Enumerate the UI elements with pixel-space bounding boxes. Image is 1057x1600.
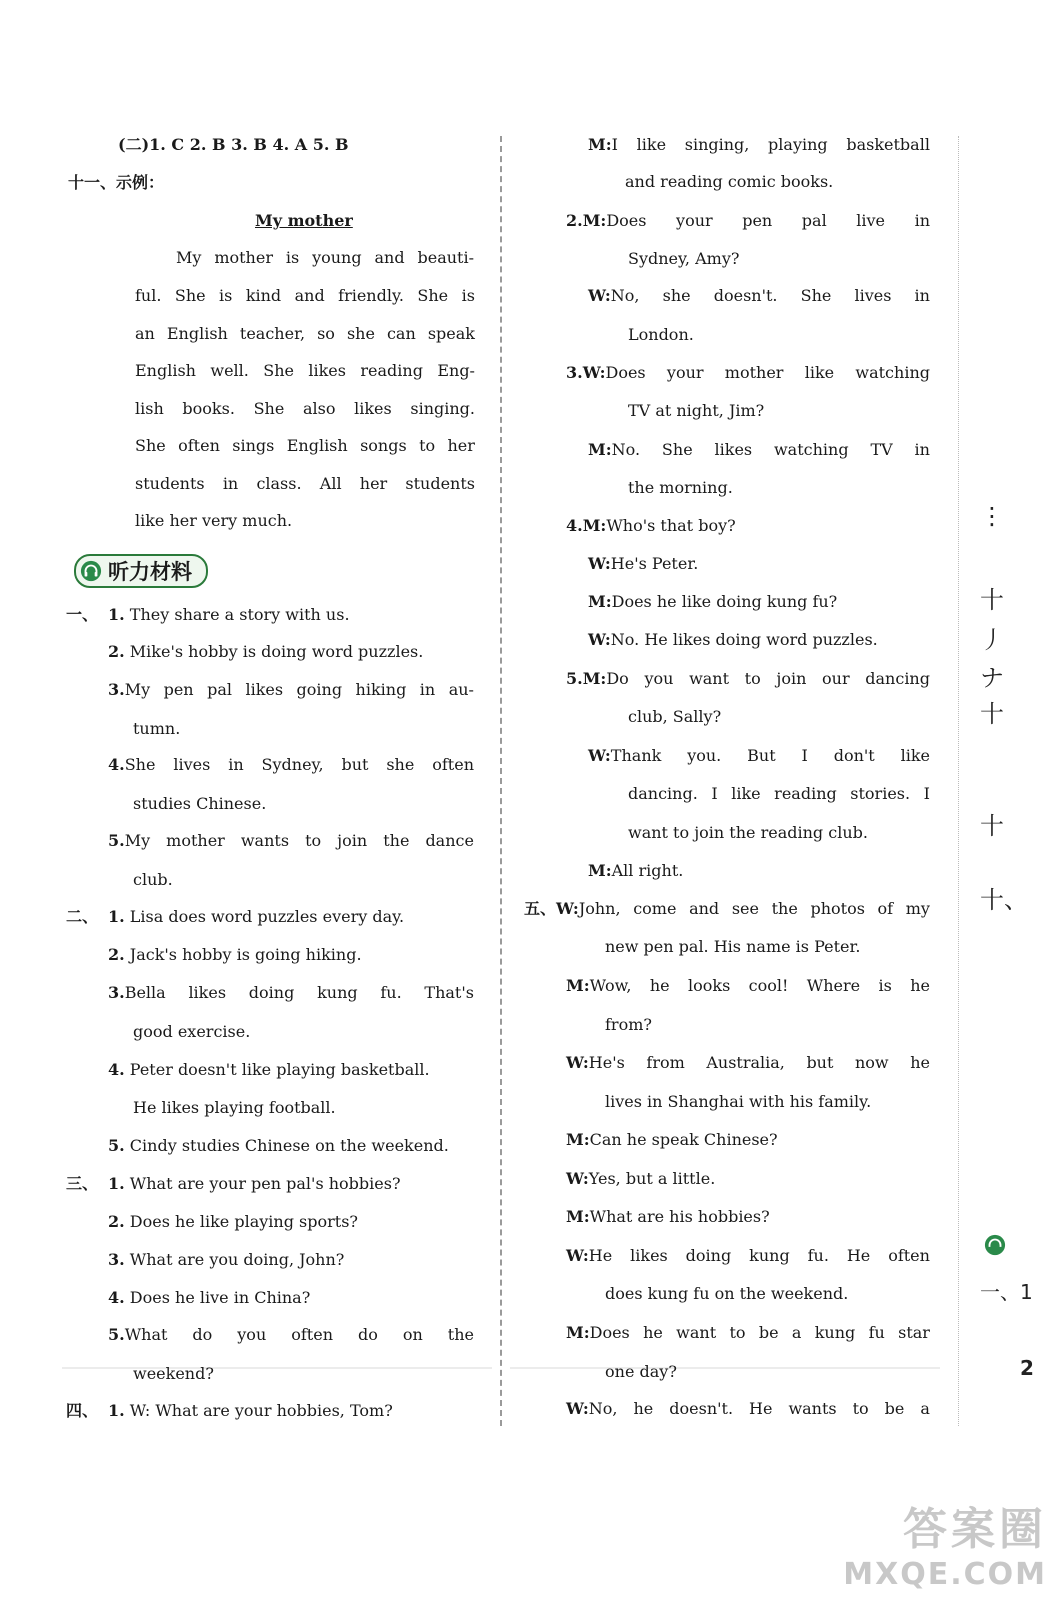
headphones-icon-edge — [984, 1234, 1006, 1256]
edge-glyph: ナ — [980, 664, 1004, 692]
listening-material-badge — [74, 554, 208, 588]
column-divider — [500, 136, 502, 1426]
dialogue-line: dancing. I like reading stories. I — [628, 784, 930, 803]
listening-item: 5. Cindy studies Chinese on the weekend. — [108, 1136, 449, 1155]
dialogue-line: W:No. He likes doing word puzzles. — [588, 630, 878, 649]
dialogue-line: W:Yes, but a little. — [566, 1169, 716, 1188]
essay-title: My mother — [255, 211, 353, 230]
listening-item: studies Chinese. — [133, 794, 267, 813]
listening-item: 1. They share a story with us. — [108, 605, 350, 624]
listening-item: 1. What are your pen pal's hobbies? — [108, 1174, 401, 1193]
listening-item: weekend? — [133, 1364, 214, 1383]
edge-bottom-label: 一、1 — [980, 1280, 1033, 1304]
dialogue-line: W:He's Peter. — [588, 554, 699, 573]
dialogue-line: M:Can he speak Chinese? — [566, 1130, 778, 1149]
listening-item: 2. Does he like playing sports? — [108, 1212, 358, 1231]
essay-line: English well. She likes reading Eng- — [135, 361, 475, 380]
dialogue-line: 五、W:John, come and see the photos of my — [524, 899, 930, 918]
essay-line: like her very much. — [135, 511, 293, 530]
listening-item: 4.She lives in Sydney, but she often — [108, 755, 474, 774]
headphones-icon — [80, 560, 102, 582]
listening-item: 1. Lisa does word puzzles every day. — [108, 907, 405, 926]
dialogue-line: M:I like singing, playing basketball — [588, 135, 930, 154]
dialogue-line: want to join the reading club. — [628, 823, 868, 842]
listening-item: 1. W: What are your hobbies, Tom? — [108, 1401, 393, 1420]
watermark — [843, 1493, 1047, 1592]
section-label: 三、 — [66, 1174, 99, 1193]
essay-line: She often sings English songs to her — [135, 436, 475, 455]
dialogue-line: W:He's from Australia, but now he — [566, 1053, 930, 1072]
page-number: 2 — [1020, 1356, 1034, 1380]
dialogue-line: W:He likes doing kung fu. He often — [566, 1246, 930, 1265]
section-11-heading: 十一、示例： — [68, 173, 165, 192]
dialogue-line: TV at night, Jim? — [628, 401, 765, 420]
watermark-line1: 答案圈 — [903, 1504, 1047, 1555]
dialogue-line: 2.M:Does your pen pal live in — [566, 211, 930, 230]
section-label: 四、 — [66, 1401, 99, 1420]
watermark-line2: MXQE.COM — [843, 1557, 1047, 1592]
dialogue-line: 4.M:Who's that boy? — [566, 516, 736, 535]
edge-glyph: 十、 — [980, 886, 1028, 914]
section-label: 二、 — [66, 907, 99, 926]
dialogue-line: M:No. She likes watching TV in — [588, 440, 930, 459]
dialogue-line: and reading comic books. — [625, 172, 834, 191]
dialogue-line: W:No, he doesn't. He wants to be a — [566, 1399, 930, 1418]
dialogue-line: M:Does he like doing kung fu? — [588, 592, 838, 611]
listening-item: club. — [133, 870, 173, 889]
dialogue-line: M:Wow, he looks cool! Where is he — [566, 976, 930, 995]
dialogue-line: M:All right. — [588, 861, 684, 880]
essay-line: lish books. She also likes singing. — [135, 399, 475, 418]
dialogue-line: W:No, she doesn't. She lives in — [588, 286, 930, 305]
dialogue-line: Sydney, Amy? — [628, 249, 740, 268]
dialogue-line: club, Sally? — [628, 707, 722, 726]
listening-item: 5.What do you often do on the — [108, 1325, 474, 1344]
section-label: 一、 — [66, 605, 99, 624]
dialogue-line: M:What are his hobbies? — [566, 1207, 770, 1226]
edge-glyph: 十 — [980, 700, 1004, 728]
dialogue-line: W:Thank you. But I don't like — [588, 746, 930, 765]
listening-item: good exercise. — [133, 1022, 251, 1041]
listening-item: 3.My pen pal likes going hiking in au- — [108, 680, 474, 699]
dialogue-line: lives in Shanghai with his family. — [605, 1092, 872, 1111]
essay-line: an English teacher, so she can speak — [135, 324, 475, 343]
essay-line: students in class. All her students — [135, 474, 475, 493]
listening-item: tumn. — [133, 719, 181, 738]
dialogue-line: the morning. — [628, 478, 733, 497]
essay-line: ful. She is kind and friendly. She is — [135, 286, 475, 305]
listening-item: He likes playing football. — [133, 1098, 336, 1117]
dialogue-line: London. — [628, 325, 694, 344]
listening-item: 2. Jack's hobby is going hiking. — [108, 945, 362, 964]
answer-key-line: (二)1. C 2. B 3. B 4. A 5. B — [118, 135, 349, 154]
edge-glyph: 十 — [980, 586, 1004, 614]
listening-item: 3.Bella likes doing kung fu. That's — [108, 983, 474, 1002]
dialogue-line: 3.W:Does your mother like watching — [566, 363, 930, 382]
dialogue-line: new pen pal. His name is Peter. — [605, 937, 861, 956]
listening-item: 5.My mother wants to join the dance — [108, 831, 474, 850]
badge-label: 听力材料 — [108, 560, 192, 584]
edge-glyph: 十 — [980, 812, 1004, 840]
dialogue-line: 5.M:Do you want to join our dancing — [566, 669, 930, 688]
essay-line: My mother is young and beauti- — [176, 248, 474, 267]
edge-glyph: 丿 — [980, 626, 1004, 654]
listening-item: 4. Does he live in China? — [108, 1288, 311, 1307]
listening-item: 2. Mike's hobby is doing word puzzles. — [108, 642, 424, 661]
dialogue-line: from? — [605, 1015, 652, 1034]
listening-item: 4. Peter doesn't like playing basketball. — [108, 1060, 430, 1079]
edge-divider — [958, 136, 959, 1426]
listening-item: 3. What are you doing, John? — [108, 1250, 345, 1269]
edge-glyph: ⋮ — [980, 502, 1004, 530]
dialogue-line: M:Does he want to be a kung fu star — [566, 1323, 930, 1342]
dialogue-line: one day? — [605, 1362, 677, 1381]
dialogue-line: does kung fu on the weekend. — [605, 1284, 849, 1303]
